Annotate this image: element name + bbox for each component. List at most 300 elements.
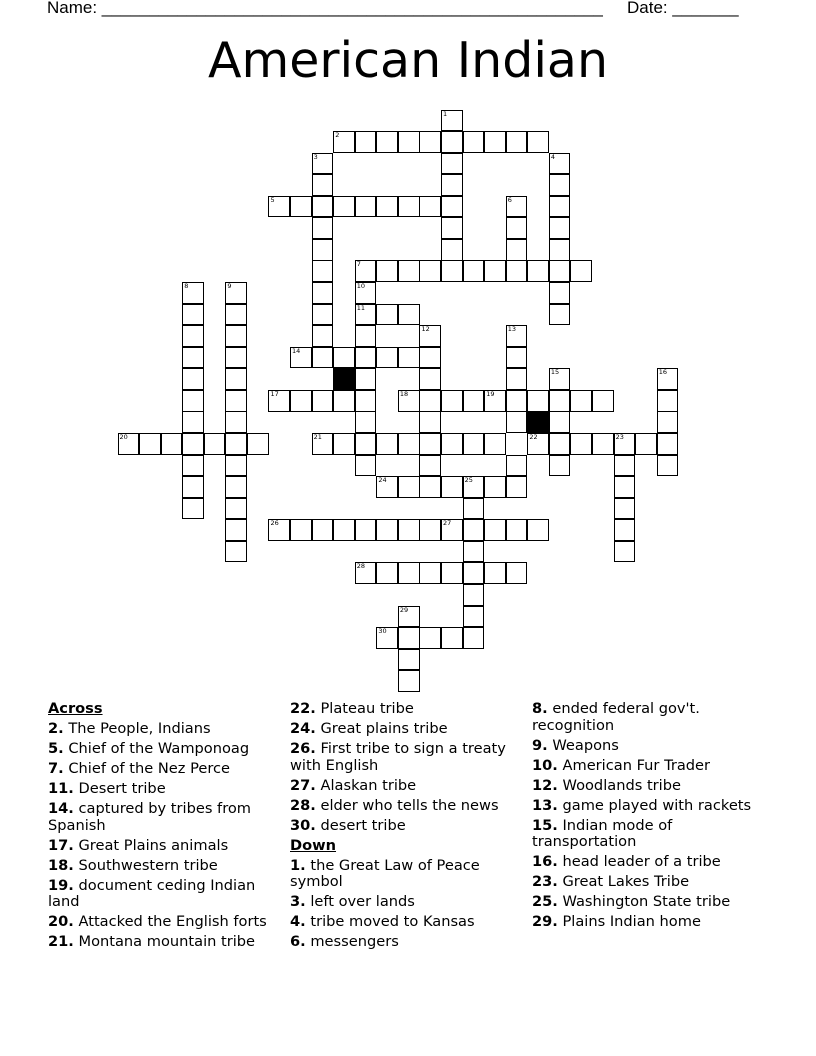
clue-item — [290, 818, 525, 835]
clue-item — [290, 778, 525, 795]
clue-number: 17 — [270, 389, 279, 398]
crossword-cell[interactable] — [398, 260, 420, 282]
clue-item-number: 18. — [48, 856, 74, 874]
crossword-cell[interactable] — [549, 455, 571, 477]
crossword-cell[interactable] — [549, 239, 571, 261]
crossword-cell[interactable] — [225, 519, 247, 541]
crossword-cell[interactable] — [549, 368, 571, 390]
crossword-cell[interactable] — [527, 519, 549, 541]
crossword-cell[interactable] — [312, 174, 334, 196]
crossword-cell[interactable] — [506, 260, 528, 282]
crossword-cell[interactable] — [441, 476, 463, 498]
clue-item — [532, 701, 767, 734]
clue-item-text: Desert tribe — [73, 780, 166, 797]
crossword-cell[interactable] — [506, 368, 528, 390]
crossword-cell[interactable] — [506, 390, 528, 412]
clue-number: 1 — [443, 109, 448, 118]
clue-number: 24 — [378, 476, 387, 485]
clue-number: 11 — [356, 303, 366, 312]
clue-item-number: 23. — [532, 873, 558, 890]
crossword-cell[interactable] — [484, 562, 506, 584]
clue-item-number: 10. — [532, 756, 558, 774]
name-field-label: Name: _____________________________________________________ — [47, 0, 603, 17]
clue-item-number: 3. — [290, 893, 306, 910]
crossword-cell[interactable] — [312, 153, 334, 175]
clue-item-number: 15. — [532, 816, 558, 834]
clue-item-number: 7. — [48, 760, 64, 777]
clue-item — [48, 914, 283, 931]
clue-item-text: game played with rackets — [557, 796, 752, 814]
crossword-cell[interactable] — [182, 347, 204, 369]
clue-item — [48, 878, 283, 911]
crossword-cell[interactable] — [484, 519, 506, 541]
crossword-cell[interactable] — [333, 347, 355, 369]
crossword-cell[interactable] — [549, 217, 571, 239]
clue-item-number: 27. — [290, 776, 316, 794]
crossword-cell[interactable] — [355, 390, 377, 412]
crossword-cell[interactable] — [441, 519, 463, 541]
clue-item — [290, 914, 525, 931]
clue-number: 15 — [550, 368, 560, 377]
clue-number: 29 — [399, 605, 409, 614]
clue-item-text: Attacked the English forts — [73, 913, 267, 930]
crossword-cell[interactable] — [182, 433, 204, 455]
crossword-cell[interactable] — [506, 562, 528, 584]
crossword-cell[interactable] — [592, 433, 614, 455]
clue-item-number: 19. — [48, 876, 74, 894]
clue-column-3 — [532, 701, 767, 934]
crossword-cell[interactable] — [312, 519, 334, 541]
clue-item — [290, 858, 525, 891]
crossword-cell[interactable] — [398, 627, 420, 649]
crossword-cell[interactable] — [614, 433, 636, 455]
clue-item-text: Great Lakes Tribe — [557, 873, 690, 890]
crossword-cell[interactable] — [592, 390, 614, 412]
crossword-cell[interactable] — [247, 433, 269, 455]
crossword-cell[interactable] — [463, 131, 485, 153]
crossword-cell[interactable] — [182, 325, 204, 347]
clue-item — [48, 801, 283, 834]
crossword-cell[interactable] — [419, 260, 441, 282]
clue-item-text: Plateau tribe — [315, 700, 414, 717]
clue-item-number: 9. — [532, 736, 548, 754]
crossword-cell[interactable] — [290, 519, 312, 541]
crossword-cell[interactable] — [376, 131, 398, 153]
crossword-cell[interactable] — [527, 390, 549, 412]
clue-item-number: 2. — [48, 720, 64, 737]
crossword-cell[interactable] — [463, 260, 485, 282]
crossword-cell[interactable] — [355, 260, 377, 282]
crossword-cell[interactable] — [614, 455, 636, 477]
clue-item-number: 20. — [48, 913, 74, 930]
crossword-cell[interactable] — [614, 498, 636, 520]
clue-item-number: 12. — [532, 776, 558, 794]
crossword-cell[interactable] — [441, 627, 463, 649]
crossword-cell[interactable] — [441, 217, 463, 239]
clue-item — [532, 894, 767, 911]
crossword-cell[interactable] — [398, 433, 420, 455]
crossword-cell[interactable] — [376, 433, 398, 455]
crossword-cell[interactable] — [506, 217, 528, 239]
clue-number: 23 — [615, 433, 624, 442]
crossword-cell[interactable] — [635, 433, 657, 455]
crossword-cell[interactable] — [549, 174, 571, 196]
clue-item-number: 5. — [48, 740, 64, 757]
crossword-cell[interactable] — [398, 196, 420, 218]
crossword-cell[interactable] — [419, 390, 441, 412]
crossword-cell[interactable] — [182, 282, 204, 304]
clue-item-number: 22. — [290, 700, 316, 717]
clue-number: 14 — [292, 346, 301, 355]
crossword-cell[interactable] — [657, 411, 679, 433]
crossword-cell[interactable] — [398, 390, 420, 412]
crossword-cell[interactable] — [441, 131, 463, 153]
crossword-cell[interactable] — [549, 282, 571, 304]
crossword-cell[interactable] — [333, 433, 355, 455]
clue-item-number: 25. — [532, 893, 558, 910]
crossword-cell[interactable] — [333, 390, 355, 412]
crossword-cell[interactable] — [484, 131, 506, 153]
crossword-cell[interactable] — [376, 519, 398, 541]
crossword-cell[interactable] — [225, 455, 247, 477]
crossword-cell[interactable] — [355, 562, 377, 584]
crossword-cell[interactable] — [506, 131, 528, 153]
crossword-cell[interactable] — [355, 519, 377, 541]
crossword-cell[interactable] — [441, 433, 463, 455]
clue-number: 4 — [550, 152, 556, 161]
crossword-cell[interactable] — [225, 368, 247, 390]
clue-item — [290, 701, 525, 718]
clue-item-number: 16. — [532, 853, 558, 870]
crossword-cell[interactable] — [527, 433, 549, 455]
crossword-cell[interactable] — [398, 131, 420, 153]
clue-item — [48, 934, 283, 951]
crossword-cell[interactable] — [463, 498, 485, 520]
crossword-cell[interactable] — [398, 606, 420, 628]
crossword-cell[interactable] — [398, 649, 420, 671]
crossword-cell[interactable] — [312, 239, 334, 261]
crossword-cell[interactable] — [355, 304, 377, 326]
clue-item — [290, 721, 525, 738]
crossword-cell[interactable] — [225, 390, 247, 412]
crossword-cell[interactable] — [182, 368, 204, 390]
clue-item — [532, 914, 767, 931]
crossword-cell[interactable] — [290, 347, 312, 369]
clue-item — [290, 934, 525, 951]
crossword-cell[interactable] — [506, 411, 528, 433]
clue-item-text: document ceding Indian land — [48, 876, 256, 910]
crossword-cell[interactable] — [657, 390, 679, 412]
clue-item-text: Southwestern tribe — [73, 856, 218, 874]
clue-item — [532, 798, 767, 815]
crossword-cell[interactable] — [355, 455, 377, 477]
crossword-cell[interactable] — [549, 260, 571, 282]
crossword-cell[interactable] — [419, 131, 441, 153]
crossword-cell[interactable] — [419, 325, 441, 347]
clue-item-text: Plains Indian home — [557, 913, 701, 930]
crossword-cell[interactable] — [225, 411, 247, 433]
crossword-cell[interactable] — [549, 304, 571, 326]
crossword-cell[interactable] — [225, 498, 247, 520]
crossword-cell[interactable] — [549, 433, 571, 455]
crossword-cell[interactable] — [463, 584, 485, 606]
clue-item-text: elder who tells the news — [315, 796, 499, 814]
crossword-cell[interactable] — [419, 627, 441, 649]
crossword-cell[interactable] — [161, 433, 183, 455]
crossword-cell[interactable] — [355, 131, 377, 153]
crossword-cell[interactable] — [312, 217, 334, 239]
crossword-cell[interactable] — [355, 196, 377, 218]
crossword-cell[interactable] — [419, 347, 441, 369]
clue-number: 13 — [507, 325, 517, 334]
crossword-cell[interactable] — [225, 433, 247, 455]
crossword-cell[interactable] — [463, 627, 485, 649]
clue-item-text: Weapons — [547, 736, 619, 754]
crossword-cell[interactable] — [333, 196, 355, 218]
clue-item — [48, 781, 283, 798]
crossword-cell[interactable] — [657, 433, 679, 455]
clue-item — [532, 854, 767, 871]
crossword-cell[interactable] — [463, 606, 485, 628]
clue-number: 28 — [356, 562, 366, 571]
crossword-cell[interactable] — [290, 390, 312, 412]
crossword-cell[interactable] — [570, 390, 592, 412]
clue-item-text: Washington State tribe — [557, 893, 731, 910]
crossword-cell[interactable] — [614, 541, 636, 563]
crossword-cell[interactable] — [225, 476, 247, 498]
crossword-cell[interactable] — [441, 110, 463, 132]
clue-number: 22 — [529, 433, 538, 442]
crossword-cell[interactable] — [376, 260, 398, 282]
clue-item-number: 28. — [290, 796, 316, 814]
crossword-cell[interactable] — [484, 476, 506, 498]
crossword-cell[interactable] — [441, 390, 463, 412]
clue-number: 21 — [313, 433, 322, 442]
clue-item-text: ended federal gov't. recognition — [532, 700, 700, 734]
crossword-cell[interactable] — [355, 433, 377, 455]
crossword-cell[interactable] — [614, 476, 636, 498]
crossword-cell[interactable] — [419, 455, 441, 477]
clue-item — [48, 721, 283, 738]
crossword-cell[interactable] — [463, 541, 485, 563]
crossword-cell[interactable] — [419, 433, 441, 455]
crossword-cell[interactable] — [355, 347, 377, 369]
crossword-cell[interactable] — [484, 390, 506, 412]
crossword-cell[interactable] — [290, 196, 312, 218]
crossword-cell[interactable] — [549, 196, 571, 218]
clue-item-number: 29. — [532, 913, 558, 930]
clue-number: 19 — [486, 389, 495, 398]
clue-item-text: The People, Indians — [63, 720, 211, 737]
crossword-cell[interactable] — [333, 131, 355, 153]
clue-item — [532, 758, 767, 775]
crossword-cell[interactable] — [549, 411, 571, 433]
crossword-cell[interactable] — [570, 433, 592, 455]
page-title: American Indian — [207, 32, 609, 89]
clue-number: 30 — [378, 627, 387, 636]
clue-number: 6 — [507, 195, 512, 204]
crossword-cell[interactable] — [419, 368, 441, 390]
clue-item-number: 17. — [48, 836, 74, 854]
clue-number: 9 — [227, 282, 232, 291]
crossword-cell[interactable] — [355, 368, 377, 390]
crossword-cell[interactable] — [376, 627, 398, 649]
crossword-cell[interactable] — [419, 411, 441, 433]
clue-number: 27 — [443, 519, 452, 528]
clue-number: 12 — [421, 325, 430, 334]
clue-item-text: Great plains tribe — [315, 720, 448, 737]
crossword-cell[interactable] — [527, 131, 549, 153]
clue-item — [532, 818, 767, 851]
crossword-cell[interactable] — [376, 196, 398, 218]
clue-item — [48, 741, 283, 758]
crossword-cell[interactable] — [506, 476, 528, 498]
clue-number: 10 — [356, 282, 366, 291]
clue-item-text: Alaskan tribe — [315, 776, 417, 794]
clue-item-text: messengers — [305, 933, 399, 950]
crossword-cell[interactable] — [376, 476, 398, 498]
crossword-cell[interactable] — [182, 476, 204, 498]
crossword-cell[interactable] — [419, 196, 441, 218]
crossword-cell[interactable] — [398, 347, 420, 369]
crossword-cell[interactable] — [398, 476, 420, 498]
crossword-cell[interactable] — [463, 519, 485, 541]
clue-item-number: 11. — [48, 780, 74, 797]
crossword-cell[interactable] — [182, 411, 204, 433]
crossword-cell[interactable] — [139, 433, 161, 455]
crossword-cell[interactable] — [419, 562, 441, 584]
crossword-cell[interactable] — [268, 196, 290, 218]
crossword-cell[interactable] — [376, 562, 398, 584]
clue-item-number: 14. — [48, 800, 74, 817]
crossword-cell[interactable] — [312, 433, 334, 455]
crossword-cell[interactable] — [441, 153, 463, 175]
crossword-cell[interactable] — [549, 390, 571, 412]
clue-number: 3 — [313, 152, 318, 161]
crossword-cell[interactable] — [463, 476, 485, 498]
crossword-cell[interactable] — [312, 325, 334, 347]
crossword-cell[interactable] — [463, 390, 485, 412]
clue-item — [48, 858, 283, 875]
crossword-cell[interactable] — [506, 347, 528, 369]
clue-item — [290, 741, 525, 774]
crossword-cell[interactable] — [376, 304, 398, 326]
crossword-cell[interactable] — [570, 260, 592, 282]
crossword-cell[interactable] — [355, 411, 377, 433]
clue-item-text: left over lands — [305, 893, 415, 910]
crossword-cell[interactable] — [527, 260, 549, 282]
crossword-cell[interactable] — [484, 433, 506, 455]
crossword-cell[interactable] — [441, 562, 463, 584]
clue-column-2 — [290, 701, 525, 954]
clue-number: 25 — [464, 476, 473, 485]
clue-number: 18 — [399, 389, 409, 398]
clue-number: 7 — [356, 260, 361, 269]
crossword-cell[interactable] — [312, 390, 334, 412]
clue-item-number: 24. — [290, 720, 316, 737]
crossword-cell[interactable] — [506, 325, 528, 347]
crossword-cell[interactable] — [398, 670, 420, 692]
crossword-cell[interactable] — [312, 304, 334, 326]
clue-number: 16 — [658, 368, 668, 377]
date-field-label: Date: _______ — [627, 0, 739, 17]
crossword-cell[interactable] — [182, 304, 204, 326]
crossword-cell[interactable] — [441, 174, 463, 196]
clue-item-text: Chief of the Nez Perce — [63, 760, 231, 777]
crossword-cell[interactable] — [484, 260, 506, 282]
crossword-cell[interactable] — [441, 196, 463, 218]
crossword-cell[interactable] — [182, 498, 204, 520]
crossword-cell[interactable] — [268, 390, 290, 412]
crossword-cell[interactable] — [225, 282, 247, 304]
crossword-cell[interactable] — [657, 368, 679, 390]
clue-item — [532, 738, 767, 755]
clue-item — [48, 761, 283, 778]
crossword-cell[interactable] — [463, 562, 485, 584]
clue-item-text: Woodlands tribe — [557, 776, 681, 794]
crossword-cell[interactable] — [355, 282, 377, 304]
clue-item-text: tribe moved to Kansas — [305, 913, 475, 930]
crossword-cell[interactable] — [419, 519, 441, 541]
crossword-cell[interactable] — [268, 519, 290, 541]
clue-item-number: 13. — [532, 796, 558, 814]
clue-number: 8 — [184, 282, 189, 291]
crossword-cell[interactable] — [398, 304, 420, 326]
crossword-cell[interactable] — [312, 347, 334, 369]
crossword-cell[interactable] — [614, 519, 636, 541]
clue-item-text: desert tribe — [315, 816, 406, 834]
crossword-cell[interactable] — [506, 196, 528, 218]
crossword-cell[interactable] — [657, 455, 679, 477]
clue-item-number: 21. — [48, 933, 74, 950]
crossword-cell[interactable] — [398, 562, 420, 584]
clue-item-number: 6. — [290, 933, 306, 950]
crossword-cell[interactable] — [419, 476, 441, 498]
crossword-cell[interactable] — [398, 519, 420, 541]
crossword-black-cell — [527, 411, 549, 433]
crossword-cell[interactable] — [182, 455, 204, 477]
crossword-cell[interactable] — [463, 433, 485, 455]
crossword-cell[interactable] — [506, 239, 528, 261]
clue-item — [290, 798, 525, 815]
clue-section-heading: Across — [48, 700, 103, 717]
crossword-cell[interactable] — [225, 304, 247, 326]
crossword-cell[interactable] — [204, 433, 226, 455]
clue-item-text: head leader of a tribe — [557, 853, 721, 870]
crossword-cell[interactable] — [312, 282, 334, 304]
crossword-cell[interactable] — [549, 153, 571, 175]
crossword-cell[interactable] — [333, 519, 355, 541]
crossword-cell[interactable] — [355, 325, 377, 347]
crossword-cell[interactable] — [118, 433, 140, 455]
crossword-cell[interactable] — [225, 541, 247, 563]
crossword-cell[interactable] — [441, 239, 463, 261]
clue-item-text: Montana mountain tribe — [73, 933, 256, 950]
crossword-cell[interactable] — [441, 260, 463, 282]
clue-item-text: Indian mode of transportation — [532, 816, 673, 850]
crossword-cell[interactable] — [376, 347, 398, 369]
crossword-cell[interactable] — [506, 455, 528, 477]
clue-item-text: Great Plains animals — [73, 836, 229, 854]
crossword-cell[interactable] — [312, 196, 334, 218]
crossword-cell[interactable] — [225, 347, 247, 369]
crossword-cell[interactable] — [312, 260, 334, 282]
clue-item-text: First tribe to sign a treaty with English — [290, 740, 506, 774]
crossword-cell[interactable] — [506, 519, 528, 541]
clue-number: 2 — [335, 131, 340, 140]
crossword-cell[interactable] — [225, 325, 247, 347]
crossword-cell[interactable] — [182, 390, 204, 412]
